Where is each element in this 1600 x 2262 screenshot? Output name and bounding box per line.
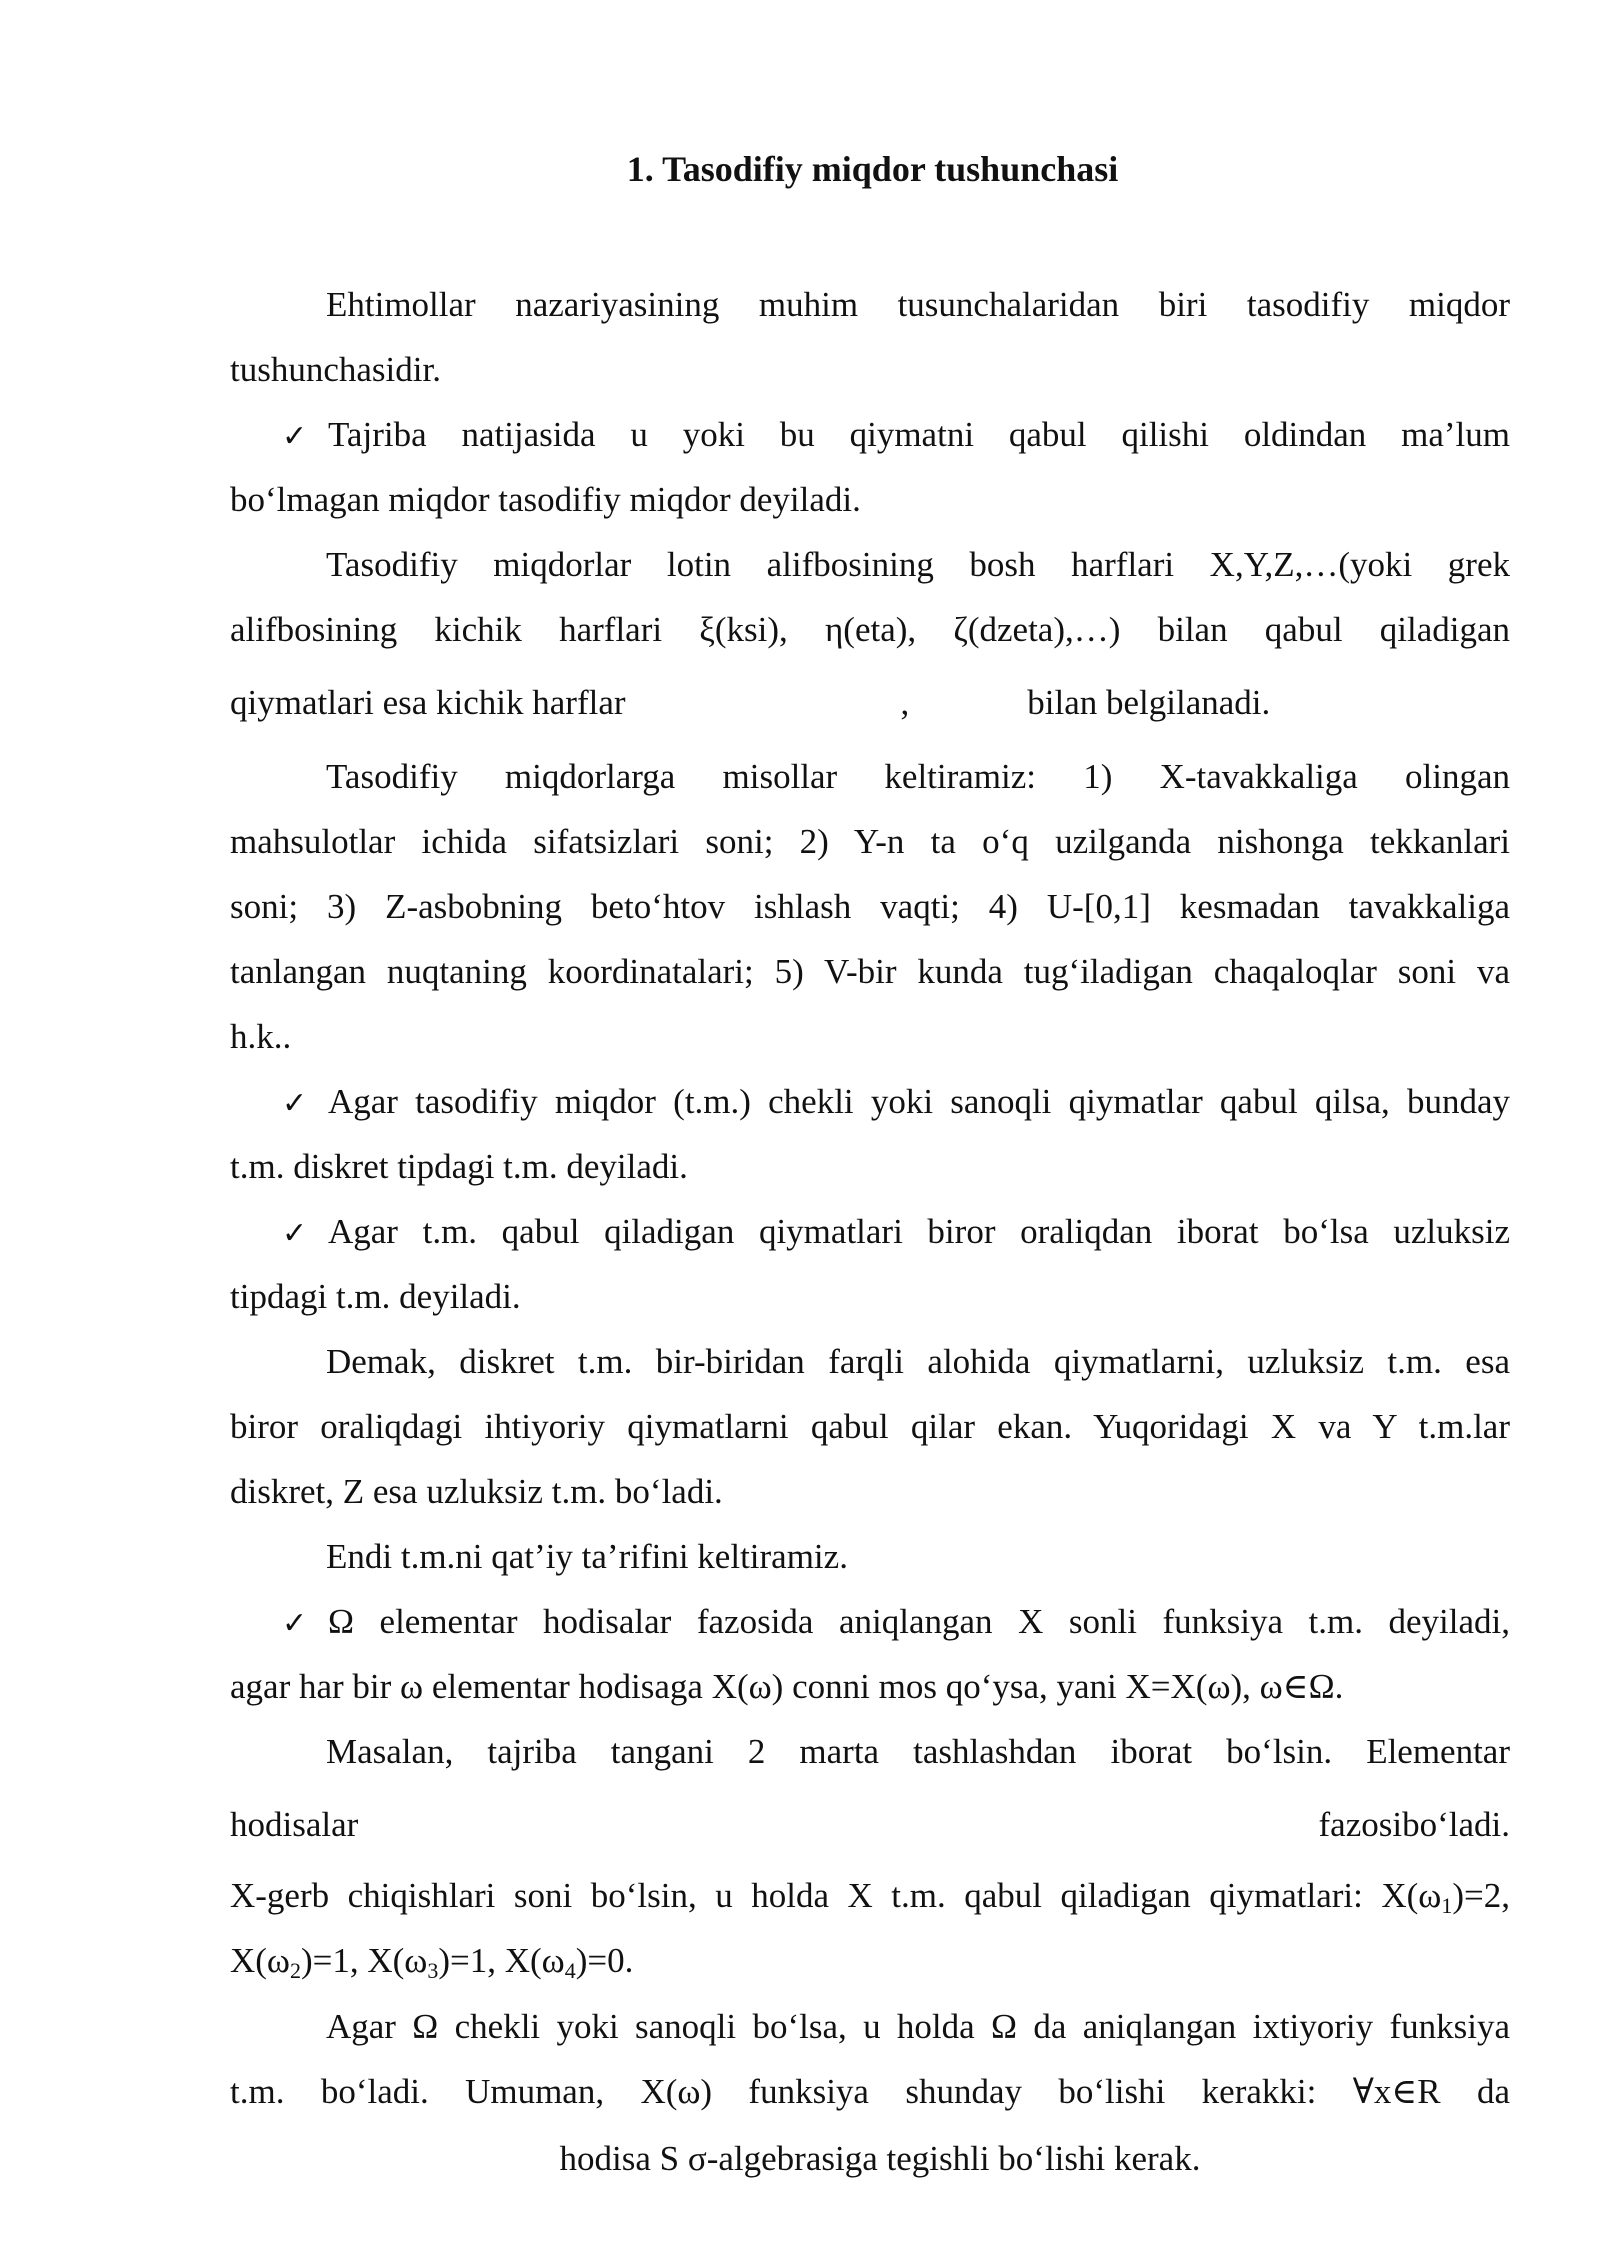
text-span: X-gerb chiqishlari soni bo‘lsin, u holda X t.m. qabul qiladigan qiymatlari: X(ω <box>230 1876 1442 1915</box>
paragraph-summary <box>230 1329 1510 1524</box>
paragraph-transition <box>230 1524 1510 1589</box>
text-line: soni; 3) Z-asbobning beto‘htov ishlash vaqti; 4) U-[0,1] kesmadan tavakkaliga <box>230 887 1510 926</box>
text-line: t.m. diskret tipdagi t.m. deyiladi. <box>230 1147 688 1186</box>
text-span: Agar tasodifiy miqdor (t.m.) chekli yoki sanoqli qiymatlar qabul qilsa, bunday <box>328 1082 1510 1121</box>
text-line <box>230 402 1510 467</box>
paragraph-measurability <box>230 1994 1510 2124</box>
definition-random-variable <box>230 402 1510 532</box>
text-span: Tajriba natijasida u yoki bu qiymatni qabul qilishi oldindan ma’lum <box>328 415 1510 454</box>
checkmark-icon: ✓ <box>282 419 308 454</box>
text-line <box>230 1863 1510 1928</box>
text-line: bo‘lmagan miqdor tasodifiy miqdor deyiladi. <box>230 480 861 519</box>
definition-formal <box>230 1589 1510 1719</box>
subscript: 4 <box>564 1958 576 1983</box>
checkmark-icon: ✓ <box>282 1606 308 1641</box>
text-line: Demak, diskret t.m. bir-biridan farqli alohida qiymatlarni, uzluksiz t.m. esa <box>326 1342 1510 1381</box>
text-line: mahsulotlar ichida sifatsizlari soni; 2) Y-n ta o‘q uzilganda nishonga tekkanlari <box>230 822 1510 861</box>
text-span: )=1, X(ω <box>300 1941 428 1980</box>
text-line: Ehtimollar nazariyasining muhim tusunchalaridan biri tasodifiy miqdor <box>326 285 1510 324</box>
subscript: 1 <box>1441 1893 1453 1918</box>
text-span: , <box>900 683 910 722</box>
text-span: qiymatlari esa kichik harflar <box>230 683 626 722</box>
text-span: bilan belgilanadi. <box>1027 683 1271 722</box>
paragraph-intro <box>230 272 1510 402</box>
text-line <box>230 1792 1510 1857</box>
text-line <box>230 1069 1510 1134</box>
checkmark-icon: ✓ <box>282 1086 308 1121</box>
paragraph-examples <box>230 744 1510 1069</box>
text-line: alifbosining kichik harflari ξ(ksi), η(eta), ζ(dzeta),…) bilan qabul qiladigan <box>230 610 1510 649</box>
subscript: 3 <box>427 1958 439 1983</box>
paragraph-coin-example <box>230 1719 1510 1993</box>
text-line <box>230 1199 1510 1264</box>
text-line: biror oraliqdagi ihtiyoriy qiymatlarni qabul qilar ekan. Yuqoridagi X va Y t.m.lar <box>230 1407 1510 1446</box>
definition-discrete <box>230 1069 1510 1199</box>
text-line: agar har bir ω elementar hodisaga X(ω) conni mos qo‘ysa, yani X=X(ω), ω∈Ω. <box>230 1667 1344 1706</box>
text-line: Masalan, tajriba tangani 2 marta tashlashdan iborat bo‘lsin. Elementar <box>326 1732 1510 1771</box>
section-title: 1. Tasodifiy miqdor tushunchasi <box>626 149 1119 189</box>
text-span: Agar t.m. qabul qiladigan qiymatlari biror oraliqdan iborat bo‘lsa uzluksiz <box>328 1212 1510 1251</box>
text-line: Tasodifiy miqdorlar lotin alifbosining bosh harflari X,Y,Z,…(yoki grek <box>326 545 1510 584</box>
text-span: Ω elementar hodisalar fazosida aniqlangan X sonli funksiya t.m. deyiladi, <box>328 1602 1510 1641</box>
text-line: h.k.. <box>230 1017 292 1056</box>
definition-continuous <box>230 1199 1510 1329</box>
text-line <box>230 1589 1510 1654</box>
text-span: X(ω <box>230 1941 290 1980</box>
text-span: )=1, X(ω <box>438 1941 565 1980</box>
subscript: 2 <box>289 1958 301 1983</box>
text-line: t.m. bo‘ladi. Umuman, X(ω) funksiya shunday bo‘lishi kerakki: ∀x∈R da <box>230 2072 1510 2111</box>
text-line: diskret, Z esa uzluksiz t.m. bo‘ladi. <box>230 1472 723 1511</box>
text-line: tipdagi t.m. deyiladi. <box>230 1277 521 1316</box>
text-line: Agar Ω chekli yoki sanoqli bo‘lsa, u holda Ω da aniqlangan ixtiyoriy funksiya <box>326 2007 1510 2046</box>
text-span: )=0. <box>575 1941 634 1980</box>
paragraph-notation <box>230 532 1510 735</box>
text-line: Tasodifiy miqdorlarga misollar keltiramiz: 1) X-tavakkaliga olingan <box>326 757 1510 796</box>
checkmark-icon: ✓ <box>282 1216 308 1251</box>
text-line-centered: hodisa S σ-algebrasiga tegishli bo‘lishi kerak. <box>559 2139 1201 2178</box>
text-span: bo‘ladi. <box>1402 1805 1510 1844</box>
text-span: hodisalar fazosi <box>230 1805 1403 1844</box>
text-line: Endi t.m.ni qat’iy ta’rifini keltiramiz. <box>326 1537 848 1576</box>
text-line: tushunchasidir. <box>230 350 441 389</box>
text-span: )=2, <box>1452 1876 1510 1915</box>
text-line <box>230 1928 1510 1993</box>
text-line <box>230 670 1510 735</box>
text-line: tanlangan nuqtaning koordinatalari; 5) V-bir kunda tug‘iladigan chaqaloqlar soni va <box>230 952 1510 991</box>
